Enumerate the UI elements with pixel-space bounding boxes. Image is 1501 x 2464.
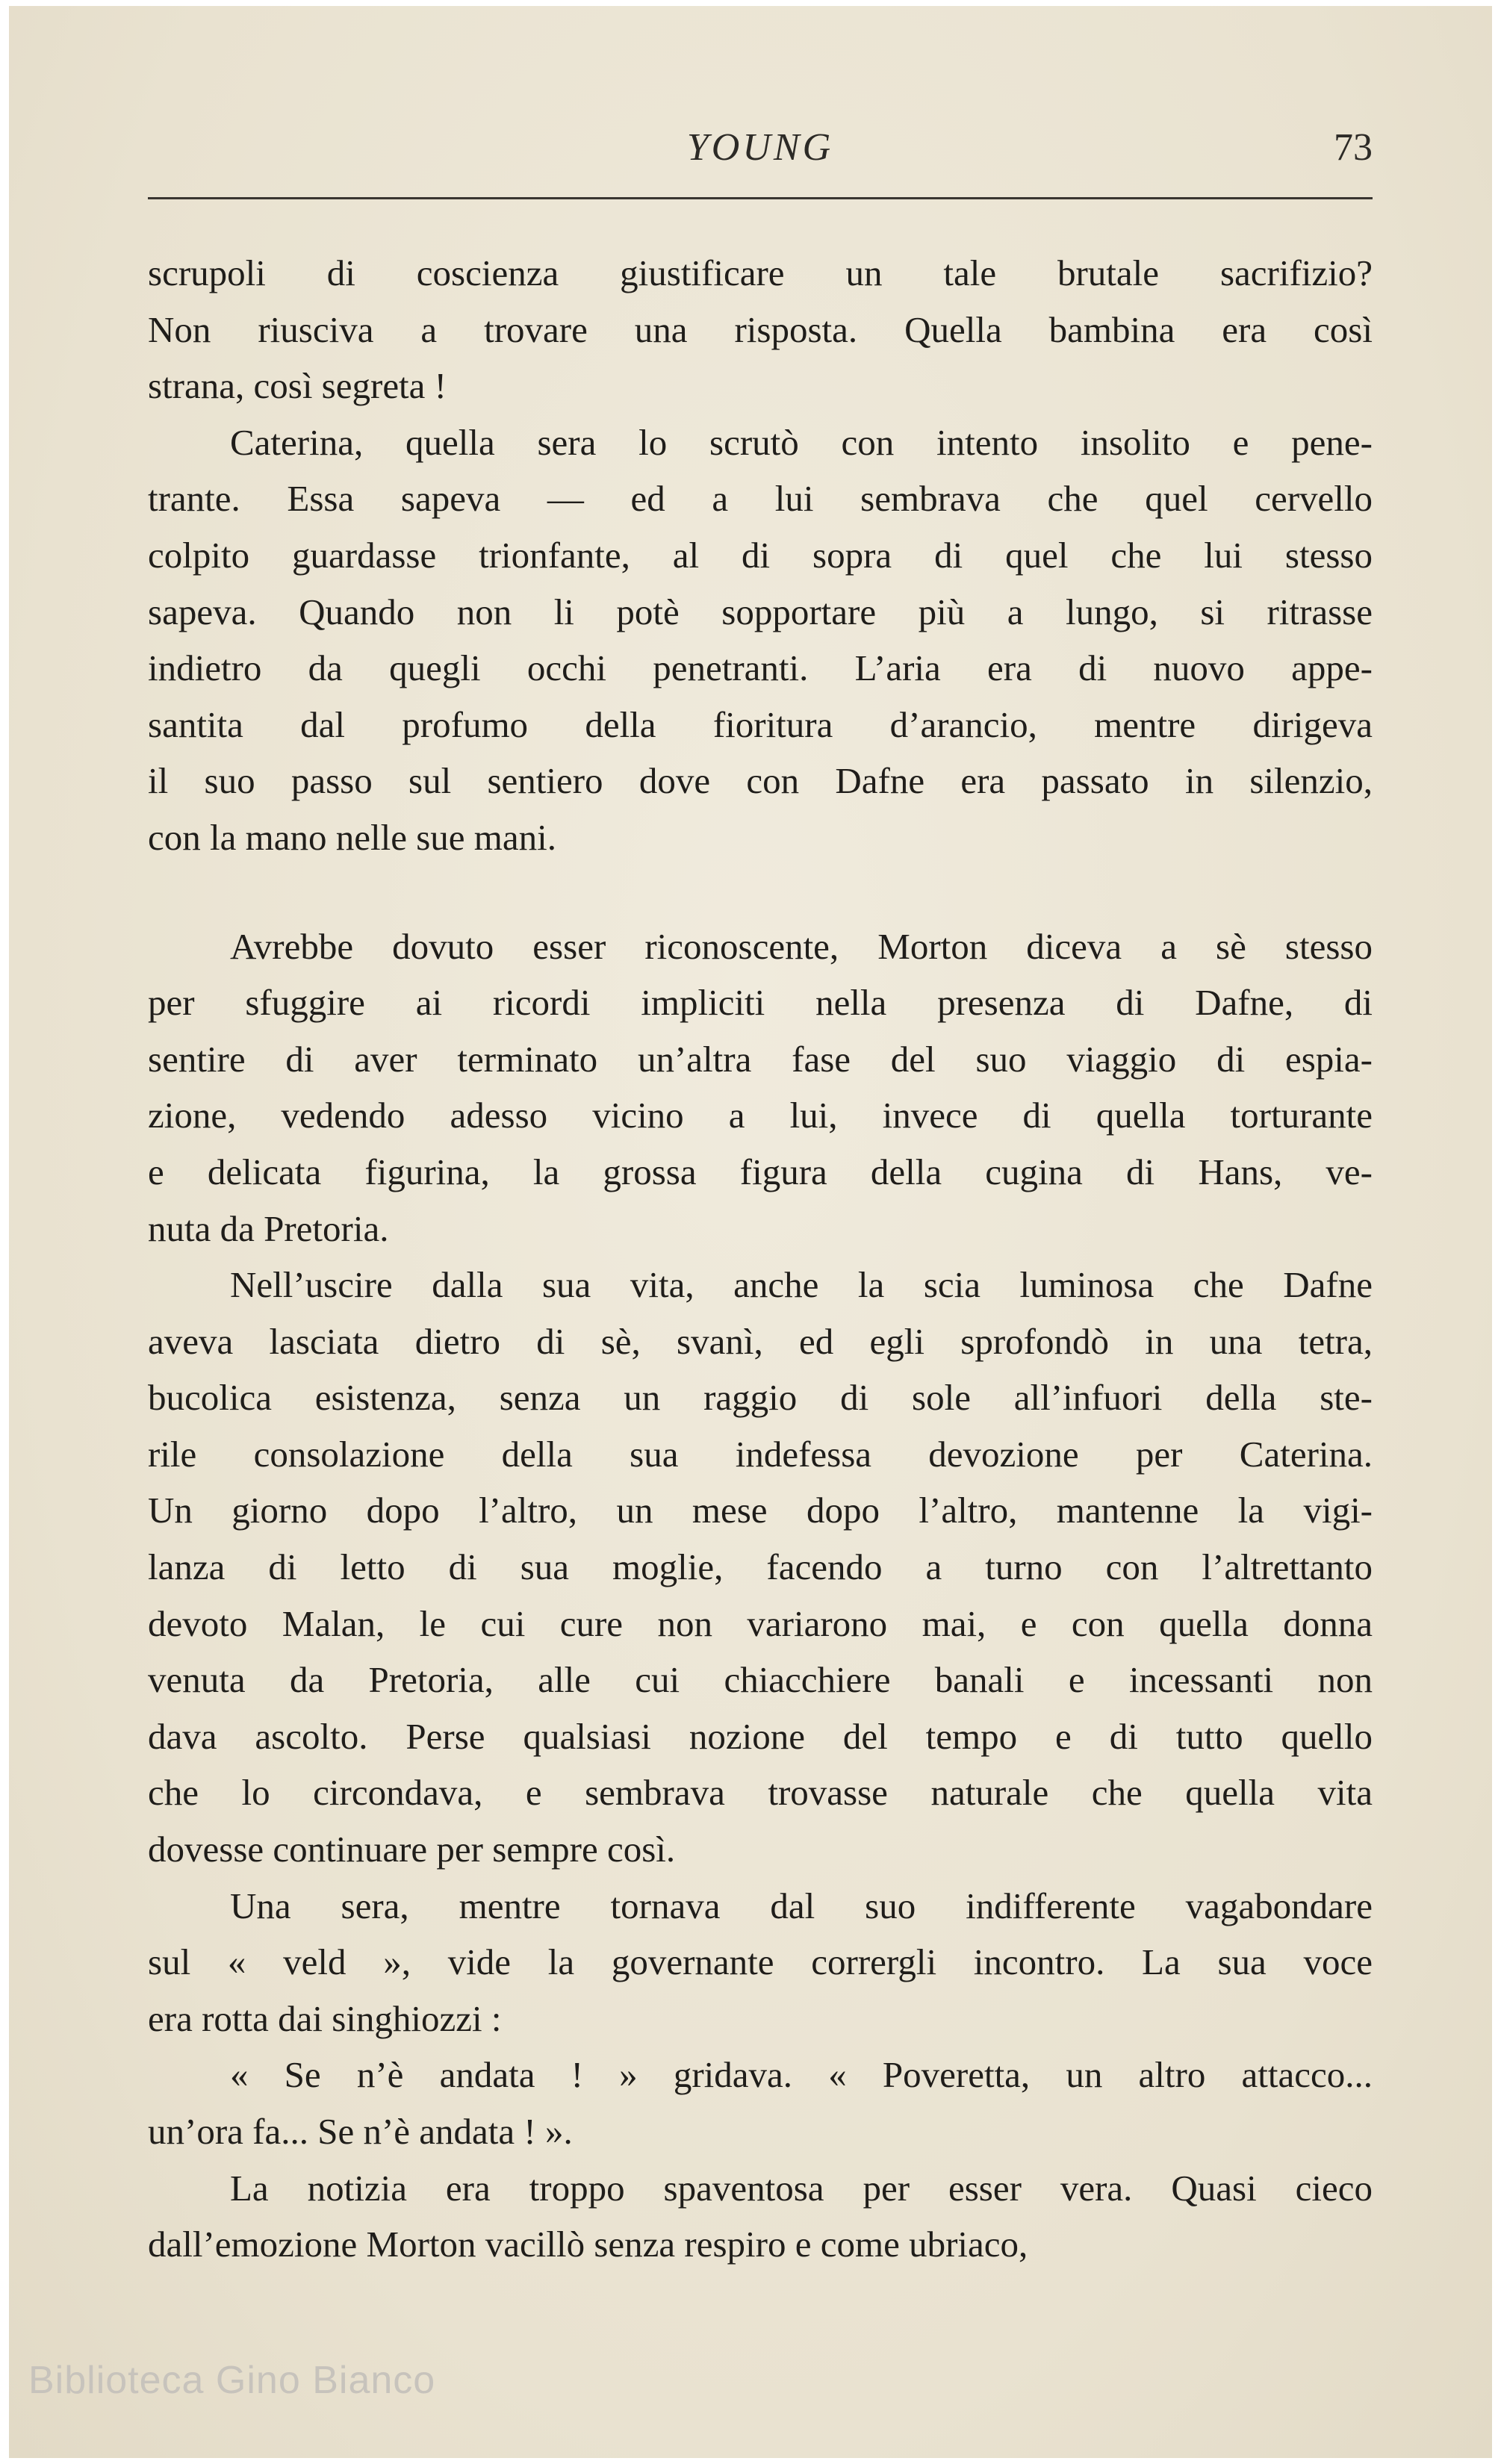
text-line: Avrebbe dovuto esser riconoscente, Morton diceva a sè stesso bbox=[230, 925, 1373, 967]
page-number: 73 bbox=[1334, 126, 1373, 169]
text-line: dava ascolto. Perse qualsiasi nozione del tempo e di tutto quello bbox=[148, 1715, 1373, 1757]
text-line: Un giorno dopo l’altro, un mese dopo l’altro, mantenne la vigi- bbox=[148, 1490, 1373, 1531]
text-line: che lo circondava, e sembrava trovasse naturale che quella vita bbox=[148, 1772, 1373, 1814]
text-line: dall’emozione Morton vacillò senza respiro e come ubriaco, bbox=[148, 2224, 1028, 2265]
text-line: con la mano nelle sue mani. bbox=[148, 816, 556, 858]
text-line: lanza di letto di sua moglie, facendo a turno con l’altrettanto bbox=[148, 1546, 1373, 1588]
text-line: La notizia era troppo spaventosa per esser vera. Quasi cieco bbox=[230, 2167, 1373, 2209]
text-line: indietro da quegli occhi penetranti. L’aria era di nuovo appe- bbox=[148, 647, 1373, 689]
text-line: dovesse continuare per sempre così. bbox=[148, 1829, 676, 1870]
text-line: Caterina, quella sera lo scrutò con intento insolito e pene- bbox=[230, 421, 1373, 463]
text-line: Una sera, mentre tornava dal suo indifferente vagabondare bbox=[230, 1885, 1373, 1926]
text-line: scrupoli di coscienza giustificare un tale brutale sacrifizio? bbox=[148, 252, 1373, 293]
paragraph bbox=[148, 2160, 1373, 2273]
section-break bbox=[148, 866, 1373, 918]
text-line: il suo passo sul sentiero dove con Dafne era passato in silenzio, bbox=[148, 760, 1373, 802]
header-rule bbox=[148, 197, 1373, 199]
text-line: bucolica esistenza, senza un raggio di sole all’infuori della ste- bbox=[148, 1377, 1373, 1419]
text-line: e delicata figurina, la grossa figura della cugina di Hans, ve- bbox=[148, 1151, 1373, 1192]
paragraph bbox=[148, 2047, 1373, 2159]
text-line: nuta da Pretoria. bbox=[148, 1207, 389, 1249]
text-line: zione, vedendo adesso vicino a lui, invece di quella torturante bbox=[148, 1095, 1373, 1136]
page-header bbox=[148, 125, 1373, 178]
text-line: « Se n’è andata ! » gridava. « Poveretta, un altro attacco... bbox=[230, 2054, 1373, 2096]
paragraph bbox=[148, 918, 1373, 1257]
watermark: Biblioteca Gino Bianco bbox=[28, 2359, 436, 2402]
text-line: un’ora fa... Se n’è andata ! ». bbox=[148, 2111, 573, 2152]
paragraph bbox=[148, 1878, 1373, 2047]
body-text bbox=[148, 245, 1373, 2273]
text-line: strana, così segreta ! bbox=[148, 365, 447, 407]
text-line: per sfuggire ai ricordi impliciti nella presenza di Dafne, di bbox=[148, 982, 1373, 1024]
text-line: trante. Essa sapeva — ed a lui sembrava che quel cervello bbox=[148, 478, 1373, 520]
text-line: devoto Malan, le cui cure non variarono mai, e con quella donna bbox=[148, 1602, 1373, 1644]
text-line: sul « veld », vide la governante corrergli incontro. La sua voce bbox=[148, 1941, 1373, 1983]
text-line: Nell’uscire dalla sua vita, anche la scia luminosa che Dafne bbox=[230, 1264, 1373, 1306]
text-line: sentire di aver terminato un’altra fase del suo viaggio di espia- bbox=[148, 1038, 1373, 1080]
text-line: Non riusciva a trovare una risposta. Quella bambina era così bbox=[148, 308, 1373, 350]
paragraph bbox=[148, 245, 1373, 414]
paragraph bbox=[148, 414, 1373, 866]
text-line: era rotta dai singhiozzi : bbox=[148, 1997, 502, 2039]
text-line: sapeva. Quando non li potè sopportare più a lungo, si ritrasse bbox=[148, 591, 1373, 632]
running-title: YOUNG bbox=[686, 126, 834, 169]
paragraph bbox=[148, 1257, 1373, 1878]
book-page bbox=[9, 6, 1492, 2458]
text-line: rile consolazione della sua indefessa devozione per Caterina. bbox=[148, 1433, 1373, 1475]
text-line: santita dal profumo della fioritura d’arancio, mentre dirigeva bbox=[148, 703, 1373, 745]
text-line: venuta da Pretoria, alle cui chiacchiere banali e incessanti non bbox=[148, 1659, 1373, 1701]
text-line: aveva lasciata dietro di sè, svanì, ed egli sprofondò in una tetra, bbox=[148, 1320, 1373, 1362]
text-line: colpito guardasse trionfante, al di sopra di quel che lui stesso bbox=[148, 534, 1373, 576]
